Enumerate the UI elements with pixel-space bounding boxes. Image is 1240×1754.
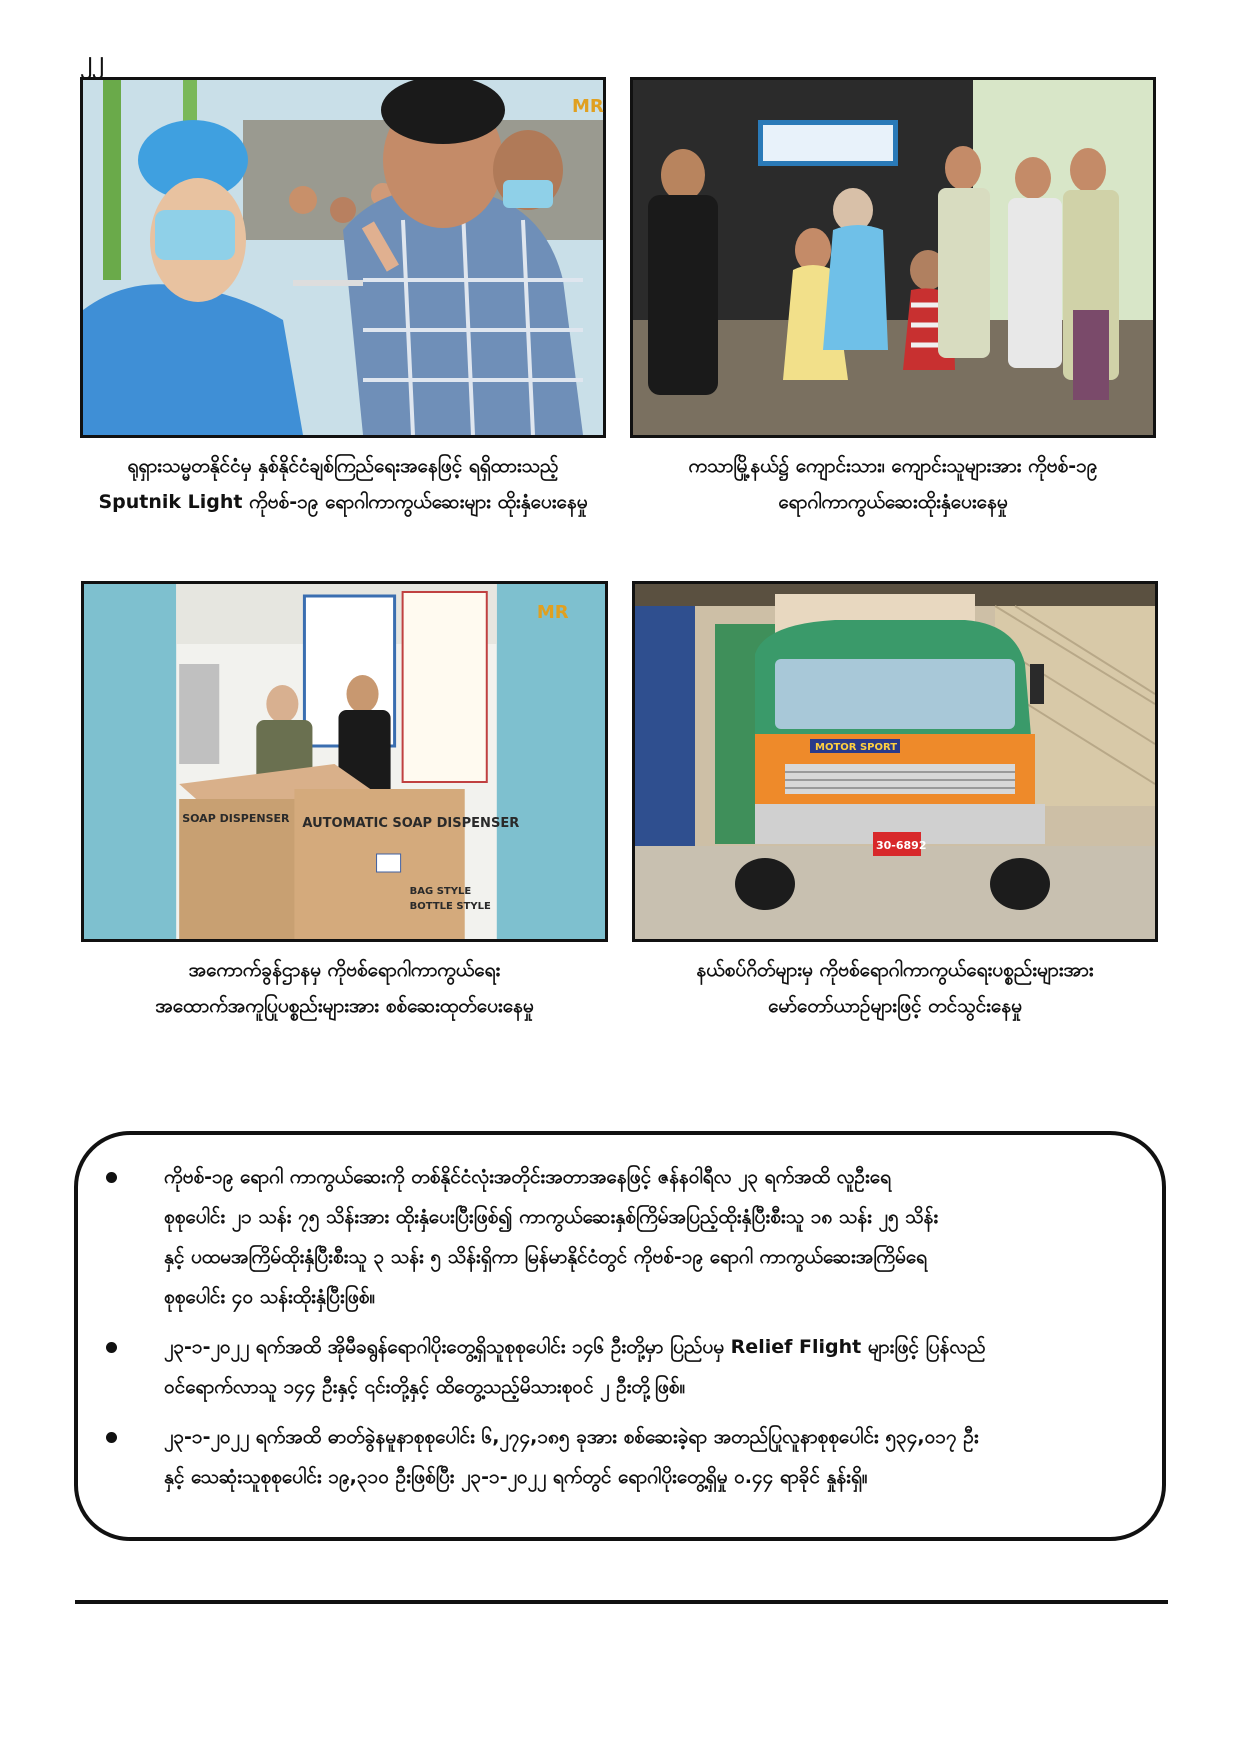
bullet-icon [106,1342,117,1353]
photo-caption [632,952,1158,1024]
covid-summary-box [74,1131,1166,1541]
bullet-icon [106,1172,117,1183]
summary-line: ၂၃-၁-၂၀၂၂ ရက်အထိ အိုမီခရွန်ရောဂါပိုးတွေ့ရှိသူစုစုပေါင်း ၁၄၆ ဦးတို့မှာ ပြည်ပမှ Relief Flight များဖြင့် ပြန်လည် [164,1336,986,1358]
summary-item-omicron [134,1327,1122,1407]
photo-caption [80,448,606,520]
summary-item-vaccination [134,1157,1122,1317]
photo-caption [630,448,1156,520]
summary-item-testing [134,1417,1122,1497]
photo-customs-inspection [81,581,608,942]
summary-line: နှင့် ပထမအကြိမ်ထိုးနှံပြီးစီးသူ ၃ သန်း ၅ သိန်းရှိကာ မြန်မာနိုင်ငံတွင် ကိုဗစ်-၁၉ ရောဂါ ကာကွယ်ဆေးအကြိမ်ရေ [164,1246,928,1268]
caption-line: နယ်စပ်ဂိတ်များမှ ကိုဗစ်ရောဂါကာကွယ်ရေးပစ္စည်းများအား [696,959,1094,981]
caption-line: ကသာမြို့နယ်၌ ကျောင်းသား၊ ကျောင်းသူများအား ကိုဗစ်-၁၉ [688,455,1098,477]
summary-line: ၂၃-၁-၂၀၂၂ ရက်အထိ ဓာတ်ခွဲနမူနာစုစုပေါင်း ၆,၂၇၄,၁၈၅ ခုအား စစ်ဆေးခဲ့ရာ အတည်ပြုလူနာစုစုပေါင်း ၅၃၄,၀၁၇ ဦး [164,1426,979,1448]
bottom-divider [75,1600,1168,1604]
caption-line: ရုရှားသမ္မတနိုင်ငံမှ နှစ်နိုင်ငံချစ်ကြည်ရေးအနေဖြင့် ရရှိထားသည့် [127,455,559,477]
caption-line: အထောက်အကူပြုပစ္စည်းများအား စစ်ဆေးထုတ်ပေးနေမှု [155,995,534,1017]
bullet-icon [106,1432,117,1443]
photo-truck-import [632,581,1158,942]
summary-line: စုစုပေါင်း ၂၁ သန်း ၇၅ သိန်းအား ထိုးနှံပေးပြီးဖြစ်၍ ကာကွယ်ဆေးနှစ်ကြိမ်အပြည့်ထိုးနှံပြီးစီးသူ ၁၈ သန်း ၂၅ သိန်း [164,1206,939,1228]
box-label: AUTOMATIC SOAP DISPENSER [302,816,520,831]
truck-label: MOTOR SPORT [815,742,898,753]
caption-line: ရောဂါကာကွယ်ဆေးထိုးနှံပေးနေမှု [778,491,1008,513]
box-label: BAG STYLE [409,886,472,897]
summary-list [78,1135,1162,1497]
summary-line: စုစုပေါင်း ၄၀ သန်းထိုးနှံပြီးဖြစ်။ [164,1286,376,1308]
page-number: ၂၂ [80,46,104,74]
watermark: MR [536,602,569,623]
photo-caption [81,952,608,1024]
summary-line: ကိုဗစ်-၁၉ ရောဂါ ကာကွယ်ဆေးကို တစ်နိုင်ငံလုံးအတိုင်းအတာအနေဖြင့် ဇန်နဝါရီလ ၂၃ ရက်အထိ လူဦးရေ [164,1166,892,1188]
summary-line: ဝင်ရောက်လာသူ ၁၄၄ ဦးနှင့် ၎င်းတို့နှင့် ထိတွေ့သည့်မိသားစုဝင် ၂ ဦးတို့ဖြစ်။ [164,1376,686,1398]
license-plate: 30-6892 [876,839,927,852]
photo-student-vaccination [630,77,1156,438]
caption-line: အကောက်ခွန်ဌာနမှ ကိုဗစ်ရောဂါကာကွယ်ရေး [188,959,501,981]
box-label: SOAP DISPENSER [182,812,290,825]
box-label: BOTTLE STYLE [409,901,491,912]
caption-line: Sputnik Light ကိုဗစ်-၁၉ ရောဂါကာကွယ်ဆေးများ ထိုးနှံပေးနေမှု [98,491,588,513]
summary-line: နှင့် သေဆုံးသူစုစုပေါင်း ၁၉,၃၁၀ ဦးဖြစ်ပြီး ၂၃-၁-၂၀၂၂ ရက်တွင် ရောဂါပိုးတွေ့ရှိမှု ၀.၄၄ ရာခိုင် နှုန်းရှိ။ [164,1466,868,1488]
watermark: MR [572,96,604,117]
caption-line: မော်တော်ယာဉ်များဖြင့် တင်သွင်းနေမှု [768,995,1022,1017]
photo-vaccination-sputnik [80,77,606,438]
